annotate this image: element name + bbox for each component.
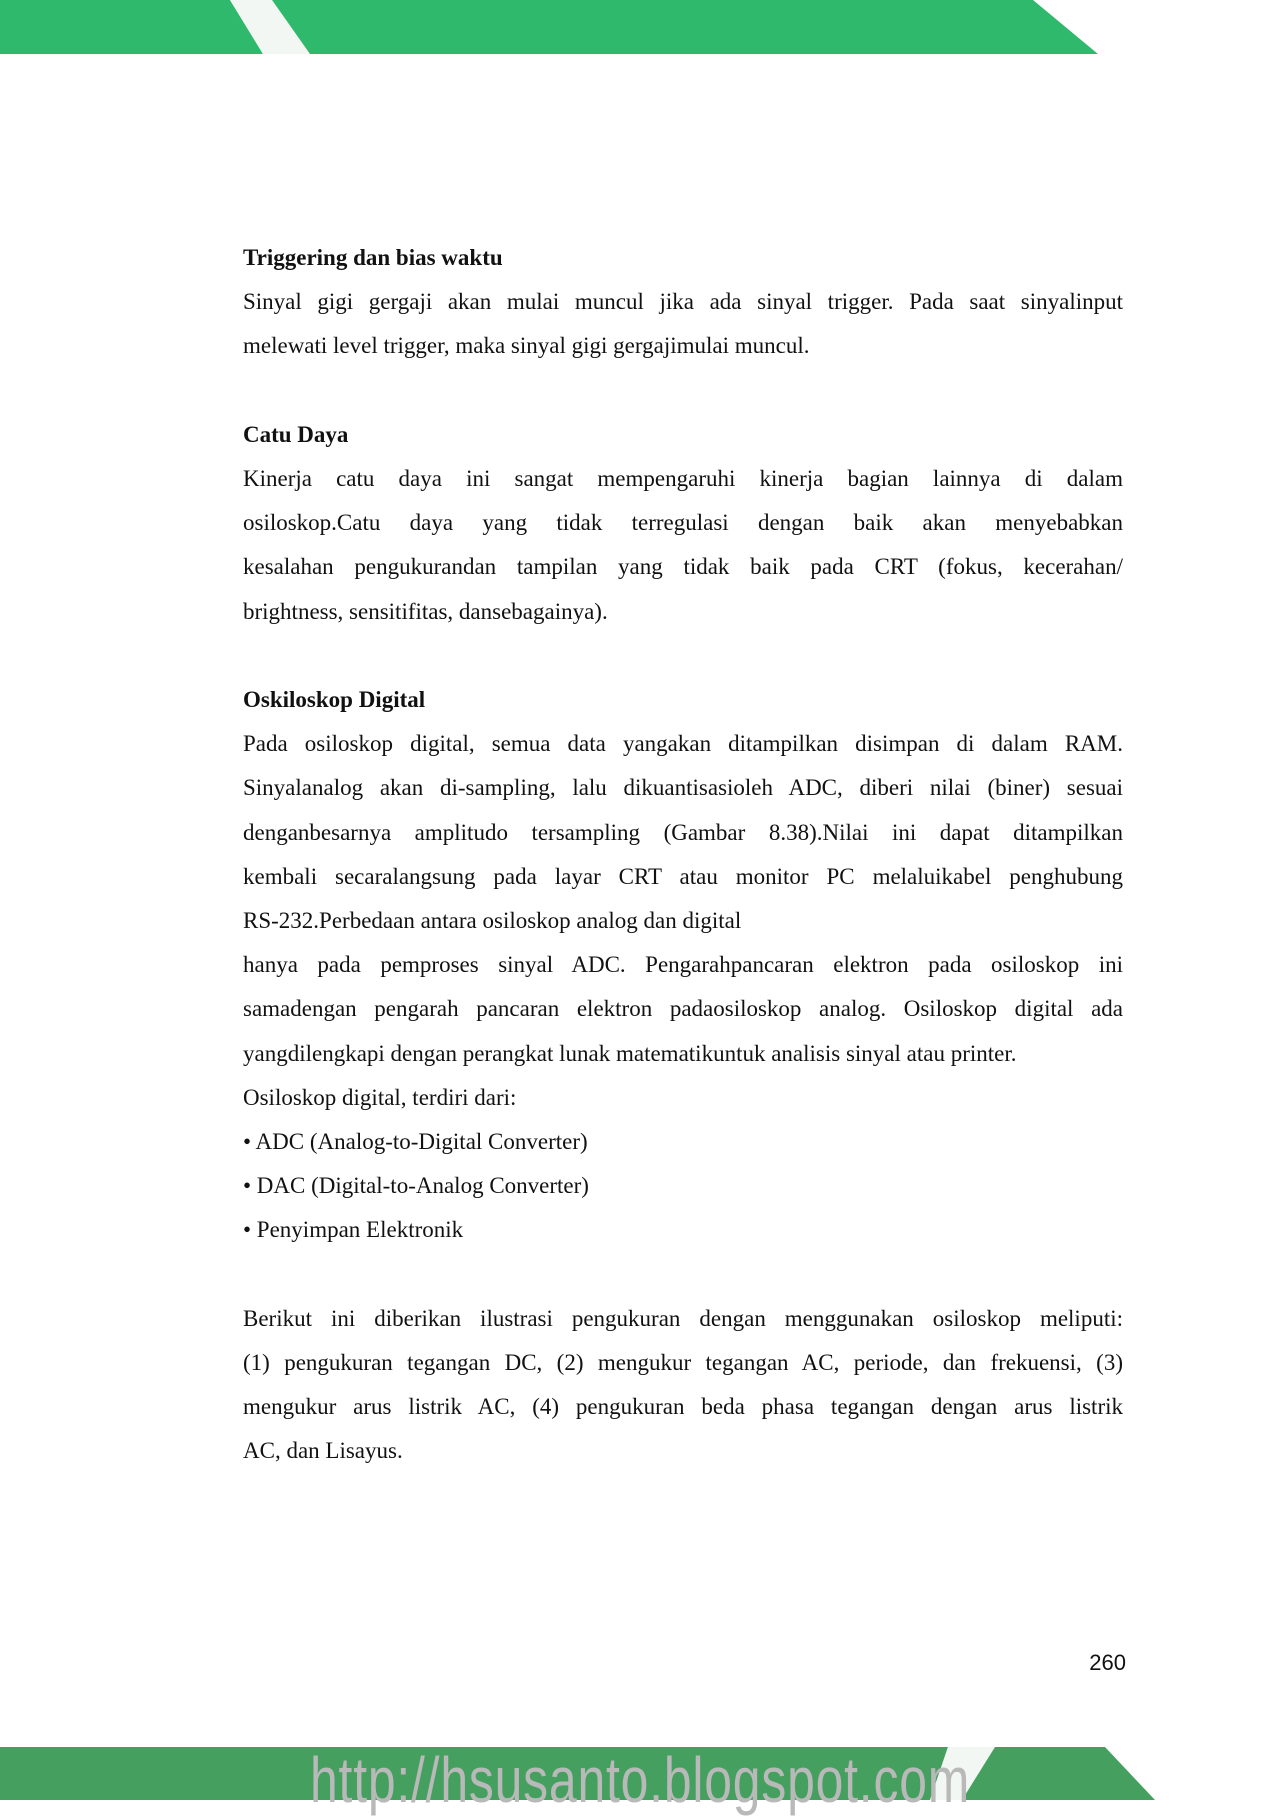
paragraph-line: yangdilengkapi dengan perangkat lunak matematikuntuk analisis sinyal atau printer. <box>243 1040 1017 1066</box>
spacer <box>243 634 1123 678</box>
list-item: • ADC (Analog-to-Digital Converter) <box>243 1129 588 1155</box>
paragraph-line: mengukur arus listrik AC, (4) pengukuran beda phasa tegangan dengan arus listrik <box>243 1394 1123 1420</box>
paragraph-line: samadengan pengarah pancaran elektron padaosiloskop analog. Osiloskop digital ada <box>243 996 1123 1022</box>
page-number: 260 <box>1089 1650 1126 1675</box>
paragraph-line: Sinyal gigi gergaji akan mulai muncul jika ada sinyal trigger. Pada saat sinyalinput <box>243 289 1123 315</box>
section-catu-daya <box>243 413 1123 634</box>
paragraph-line: kembali secaralangsung pada layar CRT atau monitor PC melaluikabel penghubung <box>243 863 1123 889</box>
paragraph-line: Berikut ini diberikan ilustrasi pengukuran dengan menggunakan osiloskop meliputi: <box>243 1305 1123 1331</box>
watermark-url: http://hsusanto.blogspot.com <box>310 1744 971 1816</box>
paragraph-line: Sinyalanalog akan di-sampling, lalu dikuantisasioleh ADC, diberi nilai (biner) sesuai <box>243 775 1123 801</box>
section-heading: Triggering dan bias waktu <box>243 245 503 270</box>
footer-band-right-segment <box>962 1747 1155 1800</box>
section-oskiloskop-digital <box>243 678 1123 1253</box>
header-band-right-segment <box>272 0 1098 54</box>
paragraph-line: (1) pengukuran tegangan DC, (2) mengukur tegangan AC, periode, dan frekuensi, (3) <box>243 1350 1123 1376</box>
section-triggering <box>243 236 1123 369</box>
paragraph-line: Pada osiloskop digital, semua data yangakan ditampilkan disimpan di dalam RAM. <box>243 731 1123 757</box>
section-heading: Oskiloskop Digital <box>243 687 426 712</box>
paragraph-line: Kinerja catu daya ini sangat mempengaruhi kinerja bagian lainnya di dalam <box>243 466 1123 491</box>
section-heading: Catu Daya <box>243 421 349 447</box>
paragraph-line: osiloskop.Catu daya yang tidak terregulasi dengan baik akan menyebabkan <box>243 510 1123 536</box>
header-band-left-segment <box>0 0 263 54</box>
paragraph-line: AC, dan Lisayus. <box>243 1438 403 1464</box>
paragraph-line: melewati level trigger, maka sinyal gigi gergajimulai muncul. <box>243 333 810 359</box>
paragraph-line: hanya pada pemproses sinyal ADC. Pengarahpancaran elektron pada osiloskop ini <box>243 952 1123 978</box>
spacer <box>243 369 1123 413</box>
list-item: • Penyimpan Elektronik <box>243 1217 464 1243</box>
header-decorative-band <box>0 0 1272 54</box>
paragraph-line: RS-232.Perbedaan antara osiloskop analog dan digital <box>243 908 742 934</box>
list-item: • DAC (Digital-to-Analog Converter) <box>243 1173 589 1199</box>
paragraph-line: kesalahan pengukurandan tampilan yang tidak baik pada CRT (fokus, kecerahan/ <box>243 554 1123 580</box>
component-list <box>243 1120 1123 1253</box>
paragraph-line: denganbesarnya amplitudo tersampling (Gambar 8.38).Nilai ini dapat ditampilkan <box>243 819 1123 845</box>
section-ilustrasi-pengukuran <box>243 1297 1123 1474</box>
document-body <box>243 236 1123 1474</box>
paragraph-line: Osiloskop digital, terdiri dari: <box>243 1084 517 1110</box>
paragraph-line: brightness, sensitifitas, dansebagainya). <box>243 598 608 624</box>
spacer <box>243 1253 1123 1297</box>
